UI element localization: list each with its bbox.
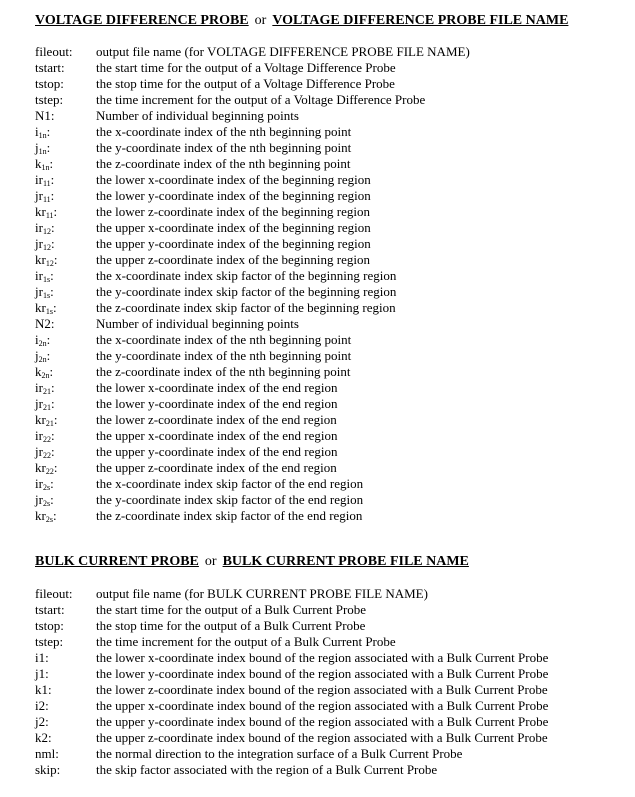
parameter-term [35,44,96,60]
parameter-description: the x-coordinate index of the nth beginning point [96,124,352,139]
parameter-row [35,76,470,92]
parameter-term-text: ir [35,428,43,443]
parameter-term-colon: : [50,268,54,283]
parameter-description: the lower z-coordinate index bound of the region associated with a Bulk Current Probe [96,682,548,697]
parameter-term-colon: : [53,204,58,219]
parameter-term-subscript: 12 [42,243,51,252]
parameter-description: the upper y-coordinate index of the beginning region [96,236,371,251]
parameter-term-text: kr [35,508,46,523]
parameter-term-subscript: 22 [42,435,51,444]
parameter-term-subscript: 2s [42,499,51,508]
parameter-row [35,650,548,666]
parameter-description: the lower y-coordinate index bound of the region associated with a Bulk Current Probe [96,666,549,681]
parameter-row [35,412,470,428]
parameter-term-subscript: 1n [38,147,47,156]
parameter-term-text: kr [35,300,46,315]
parameter-term-colon: : [50,492,54,507]
parameter-term-text: tstart: [35,60,65,75]
parameter-term-subscript: 2n [38,355,47,364]
parameter-description: the upper y-coordinate index bound of the region associated with a Bulk Current Probe [96,714,549,729]
parameter-term-colon: : [46,348,51,363]
parameter-description: the lower z-coordinate index of the beginning region [96,204,370,219]
parameter-description: the start time for the output of a Voltage Difference Probe [96,60,396,75]
parameter-term-subscript: 2n [38,339,47,348]
parameter-row [35,444,470,460]
parameter-term-text: i2: [35,698,49,713]
parameter-term-subscript: 11 [45,211,54,220]
parameter-row [35,300,470,316]
parameter-term-colon: : [50,188,55,203]
parameter-term-colon: : [49,364,54,379]
parameter-term-text: ir [35,476,43,491]
parameter-term [35,586,96,602]
parameter-term-text: j1: [35,666,49,681]
parameter-term [35,682,96,698]
parameter-row [35,156,470,172]
parameter-description: the z-coordinate index of the nth beginning point [96,156,351,171]
parameter-term-text: jr [35,284,43,299]
parameter-term-colon: : [46,332,51,347]
parameter-term-colon: : [50,236,55,251]
parameter-term-text: tstep: [35,634,64,649]
parameter-term [35,236,96,252]
parameter-term-subscript: 1s [42,275,51,284]
parameter-term [35,156,96,172]
parameter-row [35,172,470,188]
parameter-term [35,172,96,188]
parameter-term [35,762,96,778]
parameter-term [35,476,96,492]
parameter-term-colon: : [49,156,54,171]
parameter-description: output file name (for BULK CURRENT PROBE FILE NAME) [96,586,428,601]
parameter-term [35,108,96,124]
parameter-term-text: i1: [35,650,49,665]
parameter-row [35,602,548,618]
parameter-term [35,650,96,666]
parameter-term-colon: : [50,172,55,187]
parameter-term-text: ir [35,220,43,235]
parameter-description: Number of individual beginning points [96,108,299,123]
parameter-term [35,60,96,76]
parameter-term [35,76,96,92]
parameter-term-text: skip: [35,762,61,777]
parameter-term-text: i [35,124,39,139]
parameter-term-colon: : [53,412,58,427]
parameter-description: the upper z-coordinate index bound of the region associated with a Bulk Current Probe [96,730,548,745]
parameter-term [35,508,96,524]
parameter-description: the upper z-coordinate index of the end region [96,460,337,475]
parameter-row [35,44,470,60]
parameter-row [35,508,470,524]
parameter-description: the upper x-coordinate index of the beginning region [96,220,371,235]
parameter-row [35,396,470,412]
parameter-term-subscript: 1s [45,307,53,316]
parameter-description: the time increment for the output of a Bulk Current Probe [96,634,396,649]
parameter-description: the z-coordinate index skip factor of the beginning region [96,300,396,315]
parameter-description: the start time for the output of a Bulk Current Probe [96,602,367,617]
parameter-term-subscript: 2n [41,371,50,380]
parameter-term-subscript: 22 [42,451,51,460]
parameter-term-text: jr [35,188,43,203]
parameter-description: the z-coordinate index skip factor of the end region [96,508,363,523]
parameter-row [35,428,470,444]
parameter-term-text: tstop: [35,76,64,91]
parameter-row [35,682,548,698]
parameter-term [35,380,96,396]
voltage-probe-parameter-list [35,44,470,524]
parameter-term-colon: : [46,124,51,139]
parameter-term-colon: : [50,380,55,395]
parameter-term-text: fileout: [35,44,73,59]
parameter-description: the x-coordinate index skip factor of the end region [96,476,364,491]
voltage-probe-file-title: VOLTAGE DIFFERENCE PROBE FILE NAME [272,13,569,28]
bulk-probe-heading [35,554,469,570]
parameter-description: the z-coordinate index of the nth beginning point [96,364,351,379]
parameter-term-subscript: 1n [38,131,47,140]
parameter-term [35,602,96,618]
parameter-row [35,268,470,284]
parameter-description: the skip factor associated with the region of a Bulk Current Probe [96,762,438,777]
parameter-row [35,698,548,714]
parameter-description: the lower x-coordinate index bound of the region associated with a Bulk Current Probe [96,650,549,665]
parameter-term-subscript: 1n [41,163,50,172]
parameter-description: the y-coordinate index of the nth beginning point [96,140,352,155]
parameter-term-text: N1: [35,108,55,123]
parameter-term-text: k [35,364,42,379]
parameter-row [35,60,470,76]
parameter-term-text: tstart: [35,602,65,617]
parameter-description: output file name (for VOLTAGE DIFFERENCE PROBE FILE NAME) [96,44,470,59]
parameter-description: the y-coordinate index skip factor of the beginning region [96,284,397,299]
parameter-row [35,476,470,492]
parameter-term-colon: : [53,460,58,475]
parameter-term [35,444,96,460]
parameter-term-subscript: 21 [42,387,51,396]
parameter-row [35,188,470,204]
parameter-term [35,428,96,444]
parameter-row [35,730,548,746]
parameter-term-subscript: 12 [45,259,54,268]
parameter-description: the upper x-coordinate index bound of the region associated with a Bulk Current Probe [96,698,549,713]
parameter-term-subscript: 1s [42,291,51,300]
parameter-term-subscript: 21 [42,403,51,412]
parameter-term-colon: : [50,220,55,235]
parameter-term [35,188,96,204]
parameter-row [35,332,470,348]
parameter-row [35,108,470,124]
parameter-term-text: jr [35,236,43,251]
parameter-term-text: k2: [35,730,52,745]
parameter-term-text: jr [35,396,43,411]
parameter-row [35,124,470,140]
parameter-term [35,300,96,316]
parameter-term-colon: : [52,508,57,523]
parameter-term [35,284,96,300]
parameter-term-colon: : [50,444,55,459]
parameter-row [35,316,470,332]
parameter-term [35,204,96,220]
parameter-row [35,634,548,650]
parameter-term [35,332,96,348]
parameter-description: the upper z-coordinate index of the beginning region [96,252,370,267]
parameter-term [35,634,96,650]
parameter-description: the lower x-coordinate index of the beginning region [96,172,371,187]
parameter-term-text: kr [35,460,46,475]
parameter-row [35,586,548,602]
parameter-term [35,396,96,412]
parameter-term [35,268,96,284]
parameter-term-text: nml: [35,746,59,761]
parameter-term-text: jr [35,492,43,507]
parameter-term-text: jr [35,444,43,459]
parameter-description: the upper x-coordinate index of the end region [96,428,338,443]
parameter-term-subscript: 22 [45,467,54,476]
parameter-term [35,124,96,140]
parameter-row [35,666,548,682]
parameter-term [35,666,96,682]
parameter-term-text: kr [35,412,46,427]
parameter-description: the stop time for the output of a Bulk Current Probe [96,618,366,633]
voltage-probe-heading [35,13,568,29]
parameter-term-text: j [35,348,39,363]
parameter-row [35,92,470,108]
parameter-term-colon: : [50,428,55,443]
parameter-term [35,140,96,156]
parameter-term-text: fileout: [35,586,73,601]
parameter-row [35,714,548,730]
parameter-row [35,204,470,220]
bulk-probe-parameter-list [35,586,548,778]
parameter-row [35,284,470,300]
parameter-term-text: tstep: [35,92,64,107]
parameter-term [35,730,96,746]
parameter-description: the y-coordinate index of the nth beginning point [96,348,352,363]
parameter-term-text: N2: [35,316,55,331]
parameter-term [35,92,96,108]
parameter-row [35,460,470,476]
parameter-term [35,698,96,714]
parameter-term-subscript: 11 [42,195,51,204]
parameter-description: the normal direction to the integration surface of a Bulk Current Probe [96,746,463,761]
parameter-term-text: tstop: [35,618,64,633]
parameter-term-text: j [35,140,39,155]
parameter-term-text: i [35,332,39,347]
parameter-term [35,714,96,730]
voltage-probe-or: or [254,13,267,28]
parameter-term-colon: : [50,396,55,411]
parameter-description: the lower z-coordinate index of the end region [96,412,337,427]
parameter-row [35,236,470,252]
parameter-term-subscript: 2s [45,515,53,524]
parameter-term [35,460,96,476]
parameter-term-text: k [35,156,42,171]
parameter-description: the x-coordinate index of the nth beginning point [96,332,352,347]
parameter-term-colon: : [50,476,54,491]
bulk-probe-file-title: BULK CURRENT PROBE FILE NAME [222,554,469,569]
parameter-term-text: ir [35,268,43,283]
parameter-term [35,220,96,236]
parameter-term-colon: : [52,300,57,315]
parameter-term-text: k1: [35,682,52,697]
parameter-row [35,746,548,762]
parameter-row [35,220,470,236]
parameter-description: the x-coordinate index skip factor of the beginning region [96,268,397,283]
parameter-row [35,348,470,364]
parameter-term-colon: : [46,140,51,155]
parameter-row [35,762,548,778]
parameter-description: the lower y-coordinate index of the end region [96,396,338,411]
parameter-row [35,140,470,156]
parameter-term-subscript: 2s [42,483,51,492]
parameter-row [35,252,470,268]
parameter-row [35,492,470,508]
parameter-description: the lower y-coordinate index of the beginning region [96,188,371,203]
parameter-term [35,252,96,268]
parameter-description: the upper y-coordinate index of the end region [96,444,338,459]
parameter-term-text: kr [35,204,46,219]
parameter-term [35,412,96,428]
parameter-row [35,618,548,634]
parameter-term-colon: : [53,252,58,267]
parameter-term [35,746,96,762]
parameter-description: the stop time for the output of a Voltage Difference Probe [96,76,395,91]
parameter-term [35,364,96,380]
parameter-term-text: ir [35,172,43,187]
parameter-description: Number of individual beginning points [96,316,299,331]
parameter-term [35,348,96,364]
parameter-term [35,492,96,508]
parameter-term-subscript: 11 [42,179,51,188]
parameter-row [35,380,470,396]
parameter-term-text: j2: [35,714,49,729]
parameter-term-subscript: 21 [45,419,54,428]
voltage-probe-title: VOLTAGE DIFFERENCE PROBE [35,13,249,28]
parameter-description: the time increment for the output of a Voltage Difference Probe [96,92,426,107]
parameter-term-subscript: 12 [42,227,51,236]
parameter-term [35,618,96,634]
parameter-term-colon: : [50,284,54,299]
parameter-term-text: kr [35,252,46,267]
parameter-term-text: ir [35,380,43,395]
bulk-probe-or: or [204,554,217,569]
parameter-row [35,364,470,380]
parameter-description: the y-coordinate index skip factor of the end region [96,492,364,507]
parameter-description: the lower x-coordinate index of the end region [96,380,338,395]
parameter-term [35,316,96,332]
bulk-probe-title: BULK CURRENT PROBE [35,554,199,569]
